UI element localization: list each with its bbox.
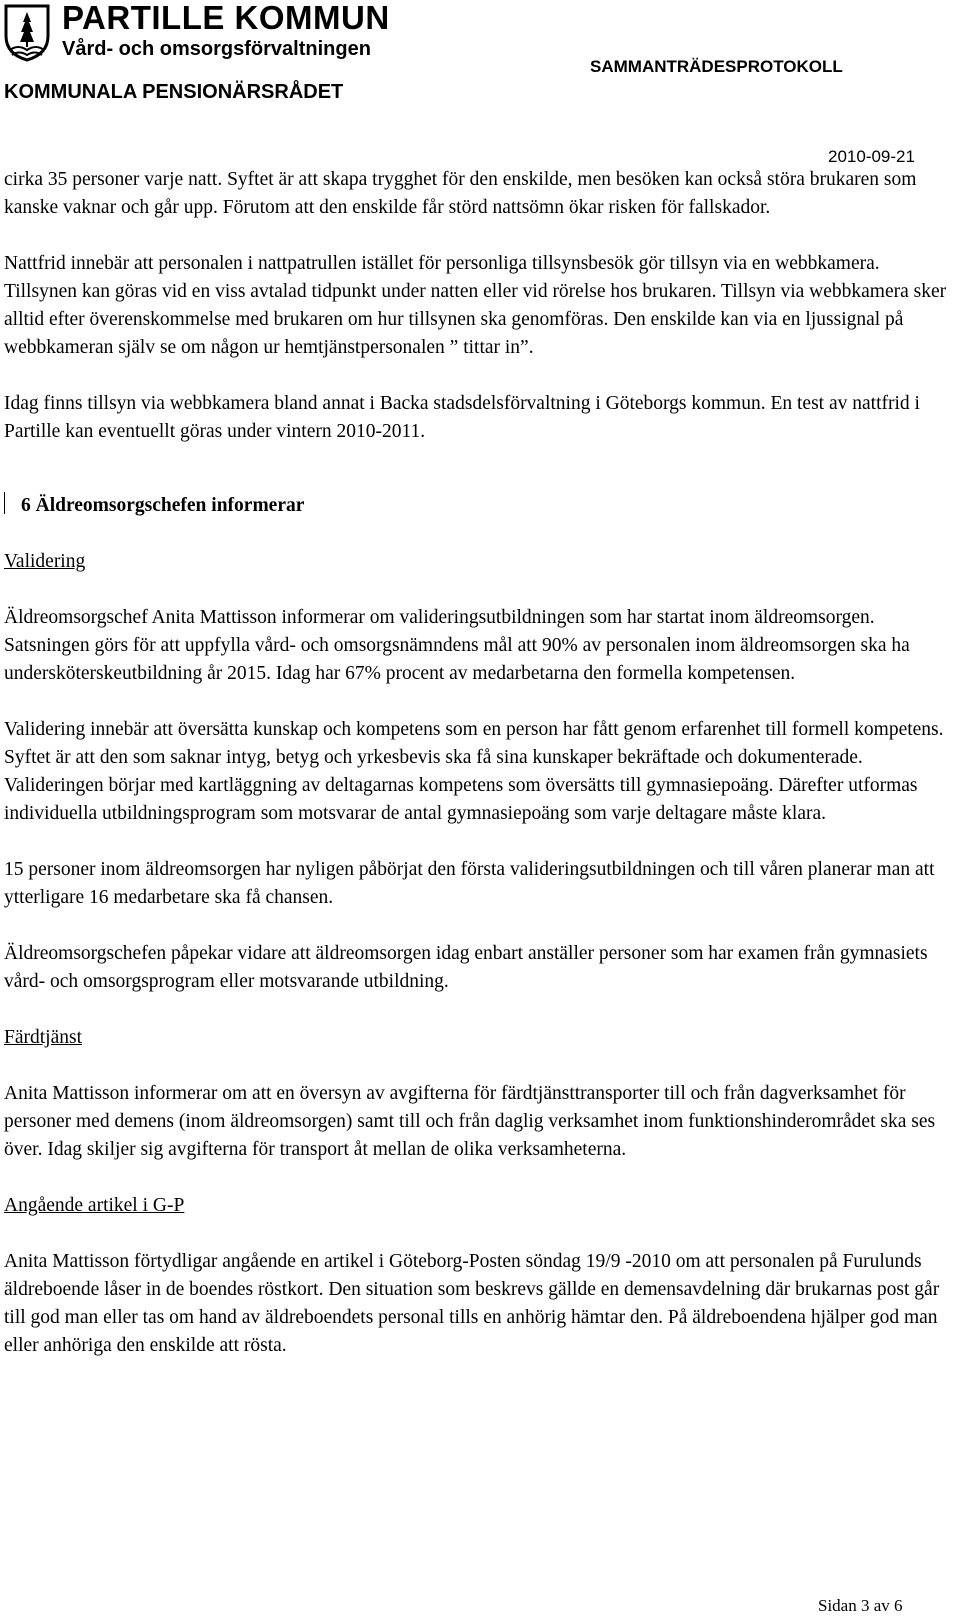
subheading-validering: Validering <box>4 551 86 572</box>
section-heading <box>4 492 954 520</box>
paragraph: 15 personer inom äldreomsorgen har nyligen påbörjat den första valideringsutbildningen och till våren planerar man att ytterligare 16 medarbetare ska få chansen. <box>4 859 935 908</box>
municipal-crest-icon <box>2 2 52 62</box>
section-heading-text: 6 Äldreomsorgschefen informerar <box>21 495 305 516</box>
paragraph-mark-icon <box>4 492 5 514</box>
subheading-artikel: Angående artikel i G-P <box>4 1195 185 1216</box>
meeting-date: 2010-09-21 <box>828 147 915 166</box>
paragraph: Anita Mattisson informerar om att en översyn av avgifterna för färdtjänsttransporter till och från dagverksamhet för personer med demens (inom äldreomsorgen) samt till och från daglig verksamhet inom funktionshinderområdet ska ses över. Idag skiljer sig avgifterna för transport åt mellan de olika verksamheterna. <box>4 1083 936 1160</box>
council-name: KOMMUNALA PENSIONÄRSRÅDET <box>4 81 344 103</box>
paragraph: Äldreomsorgschef Anita Mattisson informerar om valideringsutbildningen som har startat inom äldreomsorgen. Satsningen görs för att uppfylla vård- och omsorgsnämndens mål att 90% av personalen inom äldreomsorgen ska ha undersköterskeutbildning år 2015. Idag har 67% procent av medarbetarna den formella kompetensen. <box>4 607 910 684</box>
paragraph: Validering innebär att översätta kunskap och kompetens som en person har fått genom erfarenhet till formell kompetens. Syftet är att den som saknar intyg, betyg och yrkesbevis ska få sina kunskaper bekräftade och dokumenterade. Valideringen börjar med kartläggning av deltagarnas kompetens som översätts till gymnasiepoäng. Därefter utformas individuella utbildningsprogram som motsvarar de antal gymnasiepoäng som varje deltagare måste klara. <box>4 719 944 824</box>
document-body <box>4 166 954 1360</box>
paragraph: Idag finns tillsyn via webbkamera bland annat i Backa stadsdelsförvaltning i Göteborgs kommun. En test av nattfrid i Partille kan eventuellt göras under vintern 2010-2011. <box>4 393 920 442</box>
paragraph: Anita Mattisson förtydligar angående en artikel i Göteborg-Posten söndag 19/9 -2010 om att personalen på Furulunds äldreboende låser in de boendes röstkort. Den situation som beskrevs gällde en demensavdelning där brukarnas post går till god man eller tas om hand av äldreboendets personal tills en anhörig hämtar den. På äldreboendena hjälper god man eller anhöriga den enskilde att rösta. <box>4 1251 940 1356</box>
paragraph: cirka 35 personer varje natt. Syftet är att skapa trygghet för den enskilde, men besöken kan också störa brukaren som kanske vaknar och går upp. Förutom att den enskilde får störd nattsömn ökar risken för fallskador. <box>4 169 917 218</box>
paragraph: Äldreomsorgschefen påpekar vidare att äldreomsorgen idag enbart anställer personer som har examen från gymnasiets vård- och omsorgsprogram eller motsvarande utbildning. <box>4 943 928 992</box>
subheading-fardtjanst: Färdtjänst <box>4 1027 82 1048</box>
paragraph: Nattfrid innebär att personalen i nattpatrullen istället för personliga tillsynsbesök gör tillsyn via en webbkamera. Tillsynen kan göras vid en viss avtalad tidpunkt under natten eller vid rörelse hos brukaren. Tillsyn via webbkamera sker alltid efter överenskommelse med brukaren om hur tillsynen ska genomföras. Den enskilde kan via en ljussignal på webbkameran själv se om någon ur hemtjänstpersonalen ” tittar in”. <box>4 253 947 358</box>
document-type: SAMMANTRÄDESPROTOKOLL <box>590 57 843 76</box>
organization-name: PARTILLE KOMMUN <box>62 0 390 36</box>
page-number: Sidan 3 av 6 <box>818 1596 903 1615</box>
department-name: Vård- och omsorgsförvaltningen <box>62 38 371 60</box>
